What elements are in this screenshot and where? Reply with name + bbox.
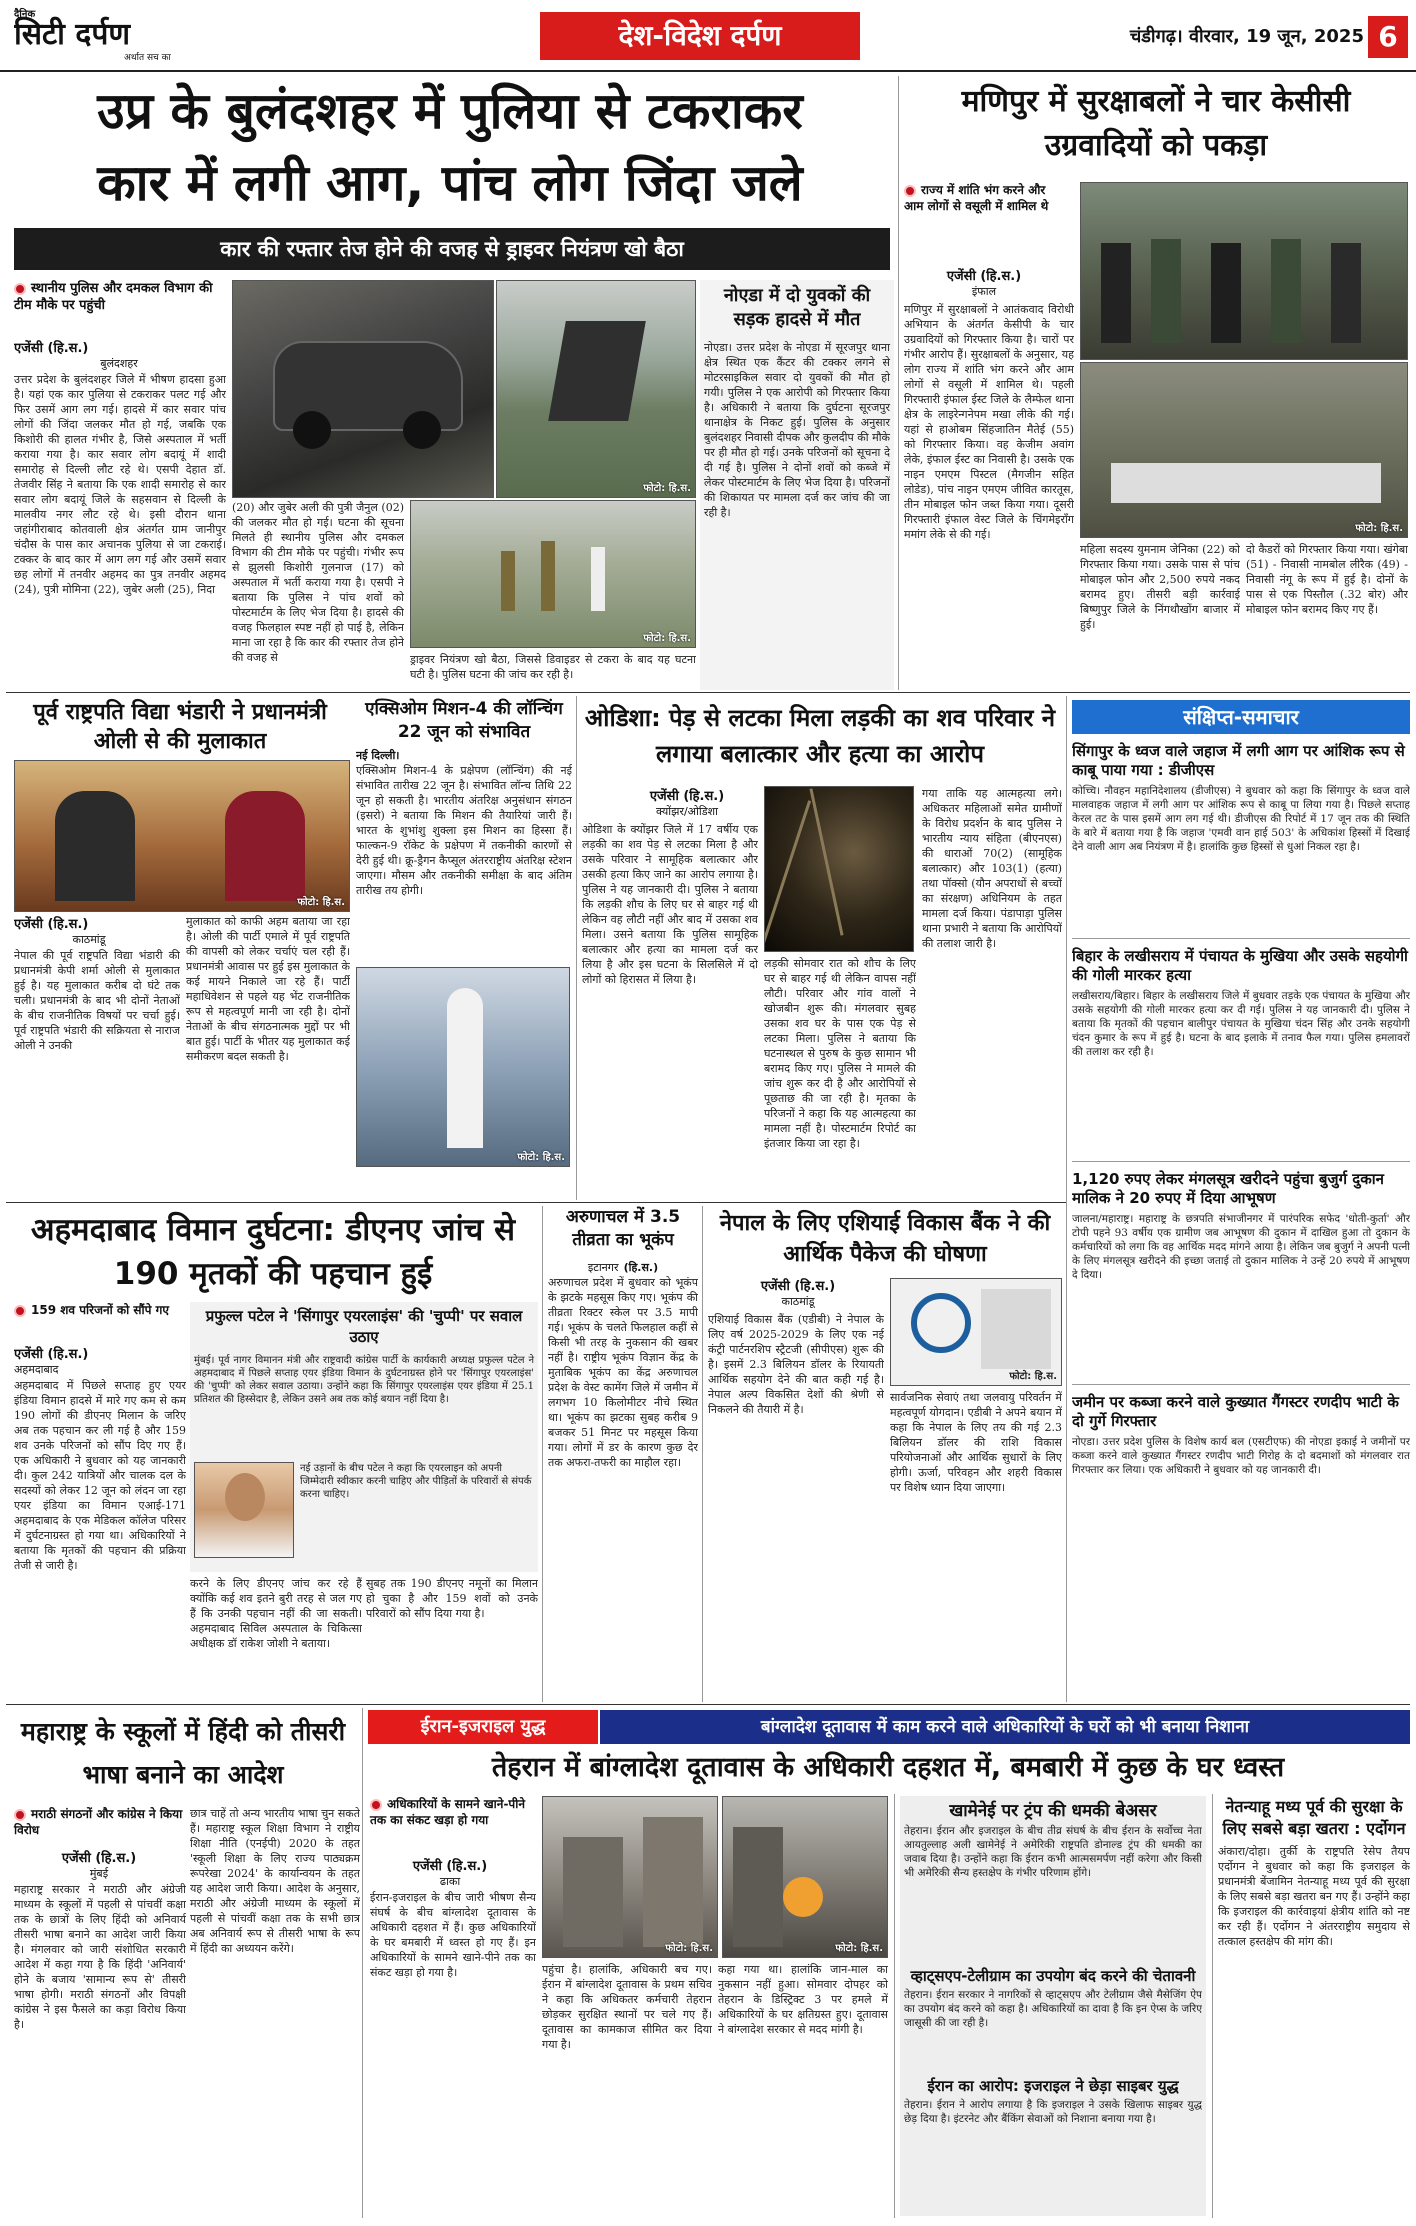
iran-banner: बांग्लादेश दूतावास में काम करने वाले अधिकारियों के घरों को भी बनाया निशाना: [600, 1710, 1410, 1744]
praful-body: मुंबई। पूर्व नागर विमानन मंत्री और राष्ट्रवादी कांग्रेस पार्टी के कार्यकारी अध्यक्ष प्रफुल्ल पटेल ने अहमदाबाद में पिछले सप्ताह एयर इंडिया विमान के दुर्घटनाग्रस्त होने पर 'सिंगापुर एयरलाइंस' की 'चुप्पी' को लेकर सवाल उठाया। उन्होंने कहा कि सिंगापुर एयरलाइंस एयर इंडिया में 25.1 प्रतिशत की हिस्सेदार है, लेकिन उसने अब तक कोई बयान नहीं दिया है।: [194, 1355, 534, 1405]
bhandari-body: नेपाल की पूर्व राष्ट्रपति विद्या भंडारी की प्रधानमंत्री केपी शर्मा ओली से मुलाकात हुई है। यह मुलाकात करीब दो घंटे तक चली। प्रधानमंत्री के बाद भी दोनों नेताओं के बीच राजनीतिक विषयों पर चर्चा हुई। पूर्व राष्ट्रपति भंडारी की सक्रियता से नाराज ओली ने उनकी: [14, 949, 180, 1052]
netanyahu-box: [1218, 1796, 1410, 2216]
maharashtra-byline: एजेंसी (हि.स.) मुंबई: [61, 1851, 137, 1880]
iran-headline: तेहरान में बांग्लादेश दूतावास के अधिकारी दहशत में, बमबारी में कुछ के घर ध्वस्त: [491, 1752, 1285, 1783]
manipur-photo-2: फोटो: हि.स.: [1080, 362, 1408, 538]
manipur-photo-1: [1080, 182, 1408, 360]
praful-box: [190, 1302, 538, 1572]
nepal-adb-byline: एजेंसी (हि.स.) काठमांडू: [760, 1279, 836, 1308]
maharashtra-subheading: मराठी संगठनों और कांग्रेस ने किया विरोध: [14, 1807, 183, 1837]
lead-body: उत्तर प्रदेश के बुलंदशहर जिले में भीषण हादसा हुआ है। यहां एक कार पुलिया से टकराकर पलट गई और फिर उसमें आग लग गई। हादसे में कार सवार पांच लोगों की जिंदा जलकर मौत हो गई, जबकि एक किशोरी की हालत गंभीर है, जिसे अस्पताल में भर्ती कराया गया है। कार सवार लोग बदायूं में शादी समारोह से दिल्ली लौट रहे थे। एसपी देहात डॉ. तेजवीर सिंह ने बताया कि एक शादी समारोह से कार सवार लोग बदायूं जिले के सहसवान से दिल्ली के मालवीय नगर लौट रहे थे। इसी दौरान थाना जहांगीराबाद कोतवाली क्षेत्र अंतर्गत ग्राम जानीपुर चंदौस के पास कार अचानक पुलिया से जा टकराई। टक्कर के बाद कार में आग लग गई और उसमें सवार छह लोगों में तनवीर अहमद का पुत्र तनवीर अहमद (24), पुत्री मोमिना (22), जुबेर अली (25), निदा: [14, 373, 226, 596]
brief-4-headline: जमीन पर कब्जा करने वाले कुख्यात गैंगस्टर रणदीप भाटी के दो गुर्गे गिरफ्तार: [1072, 1393, 1399, 1430]
manipur-byline: एजेंसी (हि.स.) इंफाल: [946, 269, 1022, 298]
iran-byline: एजेंसी (हि.स.) ढाका: [412, 1859, 488, 1888]
lead-police-photo: फोटो: हि.स.: [410, 500, 696, 648]
noida-headline: नोएडा में दो युवकों की सड़क हादसे में मौत: [723, 285, 871, 330]
page-number: 6: [1368, 16, 1408, 58]
manipur-subheading: राज्य में शांति भंग करने और आम लोगों से वसूली में शामिल थे: [904, 183, 1049, 213]
iran-col2: पहुंचा है। हालांकि, अधिकारी बच गए। ईरान में बांग्लादेश दूतावास के प्रथम सचिव ने कहा कि अधिकतर कर्मचारी तेहरान छोड़कर सुरक्षित स्थानों पर चले गए हैं। दूतावास का कामकाज सीमित कर दिया गया है।: [542, 1963, 712, 2051]
khamenei-box: [900, 1796, 1206, 2216]
cyber-body: तेहरान। ईरान ने आरोप लगाया है कि इजराइल ने उसके खिलाफ साइबर युद्ध छेड़ दिया है। इंटरनेट और बैंकिंग सेवाओं को निशाना बनाया गया है।: [904, 2099, 1202, 2125]
odisha-headline: ओडिशा: पेड़ से लटका मिला लड़की का शव परिवार ने लगाया बलात्कार और हत्या का आरोप: [584, 704, 1056, 768]
lead-col3: ड्राइवर नियंत्रण खो बैठा, जिससे डिवाइडर से टकरा के बाद यह घटना घटी है। पुलिस घटना की जांच कर रही है।: [410, 653, 696, 681]
iran-body: ईरान-इजराइल के बीच जारी भीषण सैन्य संघर्ष के बीच बांग्लादेश दूतावास के अधिकारी दहशत में हैं। कुछ अधिकारियों के घर बमबारी में ध्वस्त हो गए हैं। इन अधिकारियों के सामने खाने-पीने तक का संकट खड़ा हो गया है।: [370, 1891, 536, 1979]
logo-text: सिटी दर्पण: [14, 17, 131, 52]
brief-column: [1072, 700, 1410, 1700]
praful-photo: [194, 1462, 294, 1558]
logo-small: दैनिक: [14, 9, 36, 20]
axiom-headline: एक्सिओम मिशन-4 की लॉन्चिंग 22 जून को संभावित: [365, 699, 563, 742]
lead-col2: (20) और जुबेर अली की पुत्री जैनुल (02) की जलकर मौत हो गई। घटना की सूचना मिलते ही स्थानीय पुलिस और दमकल विभाग की टीम मौके पर पहुंची। गंभीर रूप से झुलसी किशोरी गुलनाज (17) को अस्पताल में भर्ती कराया गया है। एसपी ने बताया कि पुलिस ने पांच शवों को पोस्टमार्टम के लिए भेज दिया है। हादसे की वजह फिलहाल स्पष्ट नहीं हो पाई है, लेकिन माना जा रहा है कि कार की रफ्तार तेज होने की वजह से: [232, 501, 404, 664]
lead-headline-2: कार में लगी आग, पांच लोग जिंदा जले: [97, 154, 803, 212]
logo: [14, 6, 204, 66]
ahmedabad-col3: करने के लिए डीएनए जांच कर रहे हैं क्योंकि कई शव इतने बुरी तरह से जल गए हैं कि उनकी पहचान नहीं की जा सकती। अहमदाबाद सिविल अस्पताल के चिकित्सा अधीक्षक डॉ राकेश जोशी ने बताया।: [190, 1577, 362, 1650]
whatsapp-headline: व्हाट्सएप-टेलीग्राम का उपयोग बंद करने की चेतावनी: [910, 1967, 1196, 1985]
whatsapp-body: तेहरान। ईरान सरकार ने नागरिकों से व्हाट्सएप और टेलीग्राम जैसे मैसेजिंग ऐप का उपयोग बंद करने को कहा है। अधिकारियों का दावा है कि इन ऐप्स के जरिए जासूसी की जा रही है।: [904, 1989, 1202, 2029]
brief-2-body: लखीसराय/बिहार। बिहार के लखीसराय जिले में बुधवार तड़के एक पंचायत के मुखिया और उसके सहयोगी की गोली मारकर हत्या कर दी गई। पुलिस ने यह जानकारी दी। पुलिस ने बताया कि मृतकों की पहचान बालीपुर पंचायत के मुखिया चंदन सिंह और उनके सहयोगी चंदन कुमार के रूप में हुई है। घटना के बाद इलाके में तनाव फैल गया। पुलिस हमलावरों की तलाश कर रही है।: [1072, 990, 1410, 1058]
ahmedabad-byline: एजेंसी (हि.स.) अहमदाबाद: [14, 1347, 89, 1376]
arunachal-headline: अरुणाचल में 3.5 तीव्रता का भूकंप: [565, 1207, 681, 1250]
nepal-adb-col2: सार्वजनिक सेवाएं तथा जलवायु परिवर्तन में महत्वपूर्ण योगदान। एडीबी ने अपने बयान में कहा कि नेपाल के लिए तय की गई 2.3 बिलियन डॉलर की राशि विकास परियोजनाओं और आर्थिक सुधारों के लिए होगी। ऊर्जा, परिवहन और शहरी विकास पर विशेष ध्यान दिया जाएगा।: [890, 1391, 1062, 1494]
masthead: [0, 0, 1416, 72]
dateline: चंडीगढ़। वीरवार, 19 जून, 2025: [1129, 26, 1364, 47]
odisha-col2: लड़की सोमवार रात को शौच के लिए घर से बाहर गई थी लेकिन वापस नहीं लौटी। परिवार और गांव वालों ने खोजबीन शुरू की। मंगलवार सुबह उसका शव घर के पास एक पेड़ से लटका मिला। पुलिस ने बताया कि घटनास्थल से पुरुष के कुछ सामान भी बरामद किए गए। पुलिस ने मामले की जांच शुरू कर दी है और आरोपियों से पूछताछ की जा रही है। मृतका के परिजनों ने कहा कि यह आत्महत्या का मामला नहीं है। पोस्टमार्टम रिपोर्ट का इंतजार किया जा रहा है।: [764, 957, 916, 1150]
nepal-adb-photo: फोटो: हि.स.: [890, 1278, 1062, 1386]
arunachal-place: इटानगर: [587, 1261, 619, 1274]
manipur-col2: महिला सदस्य युमनाम जेनिका (22) को गिरफ्तार किया गया। उसके पास से पांच मोबाइल फोन और 2,500 रुपये नकद बरामद हुए। तीसरी बड़ी कार्रवाई बिष्णुपुर जिले के निंगथौखोंग बाजार में हुई।: [1080, 543, 1240, 631]
lead-byline: एजेंसी (हि.स.) बुलंदशहर: [14, 341, 138, 370]
brief-title: संक्षिप्त-समाचार: [1072, 700, 1410, 734]
bhandari-col2: मुलाकात को काफी अहम बताया जा रहा है। ओली की पार्टी एमाले में पूर्व राष्ट्रपति की वापसी को लेकर चर्चाएं चल रही हैं। प्रधानमंत्री आवास पर हुई इस मुलाकात के कई मायने निकाले जा रहे हैं। पार्टी महाधिवेशन से पहले यह भेंट राजनीतिक रूप से महत्वपूर्ण मानी जा रही है। दोनों नेताओं के बीच संगठनात्मक मुद्दों पर भी बात हुई। पार्टी के भीतर यह मुलाकात कई समीकरण बदल सकती है।: [186, 915, 350, 1063]
arunachal-box: [548, 1206, 698, 1702]
nepal-adb-headline: नेपाल के लिए एशियाई विकास बैंक ने की आर्थिक पैकेज की घोषणा: [719, 1211, 1051, 1267]
bhandari-byline: एजेंसी (हि.स.) काठमांडू: [14, 917, 106, 946]
brief-1-headline: सिंगापुर के ध्वज वाले जहाज में लगी आग पर आंशिक रूप से काबू पाया गया : डीजीएस: [1072, 742, 1405, 779]
khamenei-body: तेहरान। ईरान और इजराइल के बीच तीव्र संघर्ष के बीच ईरान के सर्वोच्च नेता आयतुल्लाह अली खामेनेई ने अमेरिकी राष्ट्रपति डोनाल्ड ट्रंप की धमकी का जवाब दिया है। उन्होंने कहा कि ईरान कभी आत्मसमर्पण नहीं करेगा और किसी भी अमेरिकी सैन्य हस्तक्षेप के गंभीर परिणाम होंगे।: [904, 1825, 1202, 1879]
ahmedabad-col4: सुबह तक 190 डीएनए नमूनों का मिलान हो चुका है और 159 शवों को उनके परिवारों को सौंप दिया गया है।: [366, 1577, 538, 1620]
netanyahu-body: अंकारा/दोहा। तुर्की के राष्ट्रपति रेसेप तैयप एर्दोगन ने बुधवार को कहा कि इजराइल के प्रधानमंत्री बेंजामिन नेतन्याहू मध्य पूर्व की सुरक्षा के लिए सबसे बड़ा खतरा बन गए हैं। उन्होंने कहा कि इजराइल की कार्रवाइयां क्षेत्रीय शांति को नष्ट कर रही हैं। एर्दोगन ने अंतरराष्ट्रीय समुदाय से तत्काल हस्तक्षेप की मांग की।: [1218, 1845, 1410, 1948]
brief-3-body: जालना/महाराष्ट्र। महाराष्ट्र के छत्रपति संभाजीनगर में पारंपरिक सफेद 'धोती-कुर्ता' और टोपी पहने 93 वर्षीय एक ग्रामीण जब आभूषण की दुकान में दाखिल हुआ तो दुकान के कर्मचारियों को लगा कि वह आर्थिक मदद मांगने आया है। लेकिन जब बुजुर्ग ने अपनी पत्नी के लिए मंगलसूत्र खरीदने की इच्छा जताई तो दुकान मालिक ने उन्हें 20 रुपये में आभूषण दे दिया।: [1072, 1213, 1410, 1281]
brief-2-headline: बिहार के लखीसराय में पंचायत के मुखिया और उसके सहयोगी की गोली मारकर हत्या: [1072, 947, 1408, 984]
lead-car-photo: [232, 280, 494, 498]
bullet-icon: [370, 1799, 382, 1811]
arunachal-body: अरुणाचल प्रदेश में बुधवार को भूकंप के झटके महसूस किए गए। भूकंप की तीव्रता रिक्टर स्केल पर 3.5 मापी गई। भूकंप के चलते फिलहाल कहीं से किसी भी तरह के नुकसान की खबर नहीं है। राष्ट्रीय भूकंप विज्ञान केंद्र के मुताबिक भूकंप का केंद्र अरुणाचल प्रदेश के वेस्ट कामेंग जिले में जमीन में लगभग 10 किलोमीटर नीचे स्थित था। भूकंप का झटका सुबह करीब 9 बजकर 51 मिनट पर महसूस किया गया। लोगों में डर के कारण कुछ देर तक अफरा-तफरी का माहौल रहा।: [548, 1276, 698, 1469]
bullet-icon: [14, 283, 26, 295]
axiom-place: नई दिल्ली।: [356, 749, 400, 762]
ahmedabad-headline: अहमदाबाद विमान दुर्घटना: डीएनए जांच से 190 मृतकों की पहचान हुई: [30, 1212, 516, 1292]
netanyahu-headline: नेतन्याहू मध्य पूर्व की सुरक्षा के लिए सबसे बड़ा खतरा : एर्दोगन: [1222, 1797, 1406, 1838]
odisha-body: ओडिशा के क्योंझर जिले में 17 वर्षीय एक लड़की का शव पेड़ से लटका मिला है और उसके परिवार ने सामूहिक बलात्कार और उसकी हत्या किए जाने का आरोप लगाया है। पुलिस ने यह जानकारी दी। पुलिस ने बताया कि लड़की शौच के लिए घर से बाहर गई थी लेकिन वह लौटी नहीं और बाद में उसका शव मिला। उसने बताया कि पुलिस सामूहिक बलात्कार और हत्या का मामला दर्ज कर लिया है और इस घटना के सिलसिले में दो लोगों को हिरासत में लिया है।: [582, 823, 758, 986]
noida-body: नोएडा। उत्तर प्रदेश के नोएडा में सूरजपुर थाना क्षेत्र स्थित एक कैंटर की टक्कर लगने से मोटरसाइकिल सवार दो युवकों की मौत हो गयी। पुलिस ने एक आरोपी को गिरफ्तार किया है। अधिकारी ने बताया कि दुर्घटना सूरजपुर थानाक्षेत्र के निकट हुई। पुलिस के अनुसार बुलंदशहर निवासी दीपक और कुलदीप की मौके पर ही मौत हो गई। उनके परिजनों को सूचना दे दी गई है। पुलिस ने दोनों शवों को कब्जे में लेकर पोस्टमार्टम के लिए भेज दिया है। परिजनों की शिकायत पर मामला दर्ज कर जांच की जा रही है।: [704, 341, 890, 519]
arunachal-agency: (हि.स.): [623, 1261, 659, 1274]
lead-strap: कार की रफ्तार तेज होने की वजह से ड्राइवर नियंत्रण खो बैठा: [14, 228, 890, 270]
manipur-body: मणिपुर में सुरक्षाबलों ने आतंकवाद विरोधी अभियान के अंतर्गत केसीपी के चार उग्रवादियों को गिरफ्तार किया है। चारों पर गंभीर आरोप हैं। सुरक्षाबलों के अनुसार, यह लोग राज्य में शांति भंग करने और आम लोगों से वसूली में शामिल थे। पहली गिरफ्तारी इंफाल ईस्ट जिले के लैम्फेल थाना क्षेत्र के लाइरेन्गनेपम मखा लीके की गई। यहां से हाओबम सिंहजातिन मैतेई (55) को गिरफ्तार किया। वह केजीम अवांग लेके, इंफाल ईस्ट का निवासी है। उसके एक नाइन एमएम पिस्टल (मैगजीन सहित लोडेड), पांच नाइन एमएम जीवित कारतूस, तीन मोबाइल फोन जब्त किया गया। दूसरी गिरफ्तारी इंफाल वेस्ट जिले के चिंगमेइरॉंग ममांग लेके से की गई।: [904, 303, 1074, 541]
odisha-photo: [764, 786, 914, 952]
bhandari-headline: पूर्व राष्ट्रपति विद्या भंडारी ने प्रधानमंत्री ओली से की मुलाकात: [33, 700, 327, 754]
axiom-body: एक्सिओम मिशन-4 के प्रक्षेपण (लॉन्चिंग) की नई संभावित तारीख 22 जून है। संभावित लॉन्च तिथि 22 जून हो सकती है। भारतीय अंतरिक्ष अनुसंधान संगठन (इसरो) ने बताया कि मिशन की तैयारियां जारी हैं। भारत के शुभांशु शुक्ला इस मिशन का हिस्सा हैं। फाल्कन-9 रॉकेट के प्रक्षेपण में तकनीकी कारणों से देरी हुई थी। क्रू-ड्रैगन कैप्सूल अंतरराष्ट्रीय अंतरिक्ष स्टेशन जाएगा। मौसम और तकनीकी समीक्षा के बाद अंतिम तारीख तय होगी।: [356, 764, 572, 897]
odisha-col3: गया ताकि यह आत्महत्या लगे। अधिकतर महिलाओं समेत ग्रामीणों के विरोध प्रदर्शन के बाद पुलिस ने भारतीय न्याय संहिता (बीएनएस) की धाराओं 70(2) (सामूहिक बलात्कार) और 103(1) (हत्या) तथा पॉक्सो (यौन अपराधों से बच्चों का संरक्षण) अधिनियम के तहत मामला दर्ज किया। पंडापाड़ा पुलिस थाना प्रभारी ने बताया कि आरोपियों की तलाश जारी है।: [922, 787, 1062, 950]
nepal-adb-body: एशियाई विकास बैंक (एडीबी) ने नेपाल के लिए वर्ष 2025-2029 के लिए एक नई कंट्री पार्टनरशिप स्ट्रैटजी (सीपीएस) शुरू की है। इसमें 2.3 बिलियन डॉलर के रियायती आर्थिक सहयोग देने की बात कही गई है। नेपाल अल्प विकसित देशों की श्रेणी से निकलने की तैयारी में है।: [708, 1313, 884, 1416]
maharashtra-body: महाराष्ट्र सरकार ने मराठी और अंग्रेजी माध्यम के स्कूलों में पहली से पांचवीं कक्षा तक के छात्रों के लिए हिंदी को अनिवार्य तीसरी भाषा बनाने का आदेश जारी किया है। मंगलवार को जारी संशोधित सरकारी आदेश में कहा गया है कि हिंदी 'अनिवार्य' होने के बजाय 'सामान्य रूप से' तीसरी भाषा होगी। मराठी संगठनों और विपक्षी कांग्रेस ने इस फैसले का कड़ा विरोध किया है।: [14, 1883, 186, 2031]
odisha-byline: एजेंसी (हि.स.) क्योंझर/ओडिशा: [649, 789, 725, 818]
praful-headline: प्रफुल्ल पटेल ने 'सिंगापुर एयरलाइंस' की 'चुप्पी' पर सवाल उठाए: [205, 1307, 523, 1346]
logo-tagline: अर्थात सच का: [124, 53, 171, 63]
iran-col3: कहा गया था। हालांकि जान-माल का नुकसान नहीं हुआ। सोमवार दोपहर को तेहरान के डिस्ट्रिक्ट 3 पर हमले में अधिकारियों के घर क्षतिग्रस्त हुए। दूतावास ने बांग्लादेश सरकार से मदद मांगी है।: [718, 1963, 888, 2036]
iran-subheading: अधिकारियों के सामने खाने-पीने तक का संकट खड़ा हो गया: [370, 1797, 526, 1827]
lead-headline-1: उप्र के बुलंदशहर में पुलिया से टकराकर: [97, 82, 803, 140]
maharashtra-col2: छात्र चाहें तो अन्य भारतीय भाषा चुन सकते हैं। महाराष्ट्र स्कूल शिक्षा विभाग ने राष्ट्रीय शिक्षा नीति (एनईपी) 2020 के तहत 'स्कूली शिक्षा के लिए राज्य पाठ्यक्रम रूपरेखा 2024' के कार्यान्वयन के तहत यह आदेश जारी किया। आदेश के अनुसार, मराठी और अंग्रेजी माध्यम के स्कूलों में पहली से पांचवीं कक्षा तक के सभी छात्र अब अनिवार्य रूप से तीसरी भाषा के रूप में हिंदी का अध्ययन करेंगे।: [190, 1807, 360, 1955]
ahmedabad-body: अहमदाबाद में पिछले सप्ताह हुए एयर इंडिया विमान हादसे में मारे गए कम से कम 190 लोगों की डीएनए मिलान के जरिए अब तक पहचान कर ली गई है और 159 शव उनके परिजनों को सौंप दिए गए हैं। एक अधिकारी ने बुधवार को यह जानकारी दी। कुल 242 यात्रियों और चालक दल के सदस्यों को लेकर 12 जून को लंदन जा रहा एयर इंडिया का विमान एआई-171 अहमदाबाद के एक मेडिकल कॉलेज परिसर में दुर्घटनाग्रस्त हो गया था। अधिकारियों ने बताया कि मृतकों की पहचान की प्रक्रिया तेजी से जारी है।: [14, 1379, 186, 1572]
praful-caption: नई उड़ानों के बीच पटेल ने कहा कि एयरलाइन को अपनी जिम्मेदारी स्वीकार करनी चाहिए और पीड़ितों के परिवारों से संपर्क करना चाहिए।: [300, 1463, 532, 1500]
brief-1-body: कोच्चि। नौवहन महानिदेशालय (डीजीएस) ने बुधवार को कहा कि सिंगापुर के ध्वज वाले मालवाहक जहाज में लगी आग पर आंशिक रूप से काबू पा लिया गया है। पिछले सप्ताह केरल तट के पास इसमें आग लग गई थी। डीजीएस की रिपोर्ट में 17 जून तक की स्थिति के बारे में बताया गया है कि जहाज 'एमवी वान हाई 503' के अधिकांश हिस्सों में दिखाई देने वाली आग अब नियंत्रण में है। हालांकि कुछ हिस्सों से धुआं निकल रहा है।: [1072, 785, 1410, 853]
lead-subheading: स्थानीय पुलिस और दमकल विभाग की टीम मौके पर पहुंची: [14, 281, 213, 313]
lead-scene-photo: फोटो: हि.स.: [496, 280, 696, 498]
axiom-photo: फोटो: हि.स.: [356, 967, 570, 1167]
ahmedabad-subheading: 159 शव परिजनों को सौंपे गए: [14, 1302, 184, 1342]
khamenei-headline: खामेनेई पर ट्रंप की धमकी बेअसर: [949, 1801, 1157, 1821]
bullet-icon: [14, 1809, 26, 1821]
axiom-box: [356, 698, 572, 1200]
maharashtra-headline: महाराष्ट्र के स्कूलों में हिंदी को तीसरी भाषा बनाने का आदेश: [20, 1717, 346, 1789]
iran-photo-1: फोटो: हि.स.: [542, 1796, 718, 1958]
manipur-col3: दो कैडरों को गिरफ्तार किया गया। खंगेबा (51) - निवासी नामबोल लीरैक (49) - निवासी नंगू के रूप में हुई है। दोनों के पास से एक पिस्तौल (.32 बोर) और मोबाइल फोन बरामद किए गए हैं।: [1246, 543, 1408, 616]
brief-3-headline: 1,120 रुपए लेकर मंगलसूत्र खरीदने पहुंचा बुजुर्ग दुकान मालिक ने 20 रुपए में दिया आभूषण: [1072, 1170, 1384, 1207]
cyber-headline: ईरान का आरोप: इजराइल ने छेड़ा साइबर युद्ध: [927, 2077, 1179, 2095]
brief-4-body: नोएडा। उत्तर प्रदेश पुलिस के विशेष कार्य बल (एसटीएफ) की नोएडा इकाई ने जमीनों पर कब्जा करने वाले कुख्यात गैंगस्टर रणदीप भाटी गिरोह के दो बदमाशों को मंगलवार रात गिरफ्तार कर लिया। एक अधिकारी ने बुधवार को यह जानकारी दी।: [1072, 1436, 1410, 1476]
manipur-headline: मणिपुर में सुरक्षाबलों ने चार केसीसी उग्रवादियों को पकड़ा: [961, 84, 1351, 163]
noida-box: [700, 280, 894, 690]
section-banner: देश-विदेश दर्पण: [540, 12, 860, 60]
bullet-icon: [904, 185, 916, 197]
iran-photo-2: फोटो: हि.स.: [722, 1796, 888, 1958]
bullet-icon: [14, 1305, 26, 1317]
bhandari-photo: फोटो: हि.स.: [14, 760, 350, 912]
iran-tag: ईरान-इजराइल युद्ध: [368, 1710, 598, 1744]
